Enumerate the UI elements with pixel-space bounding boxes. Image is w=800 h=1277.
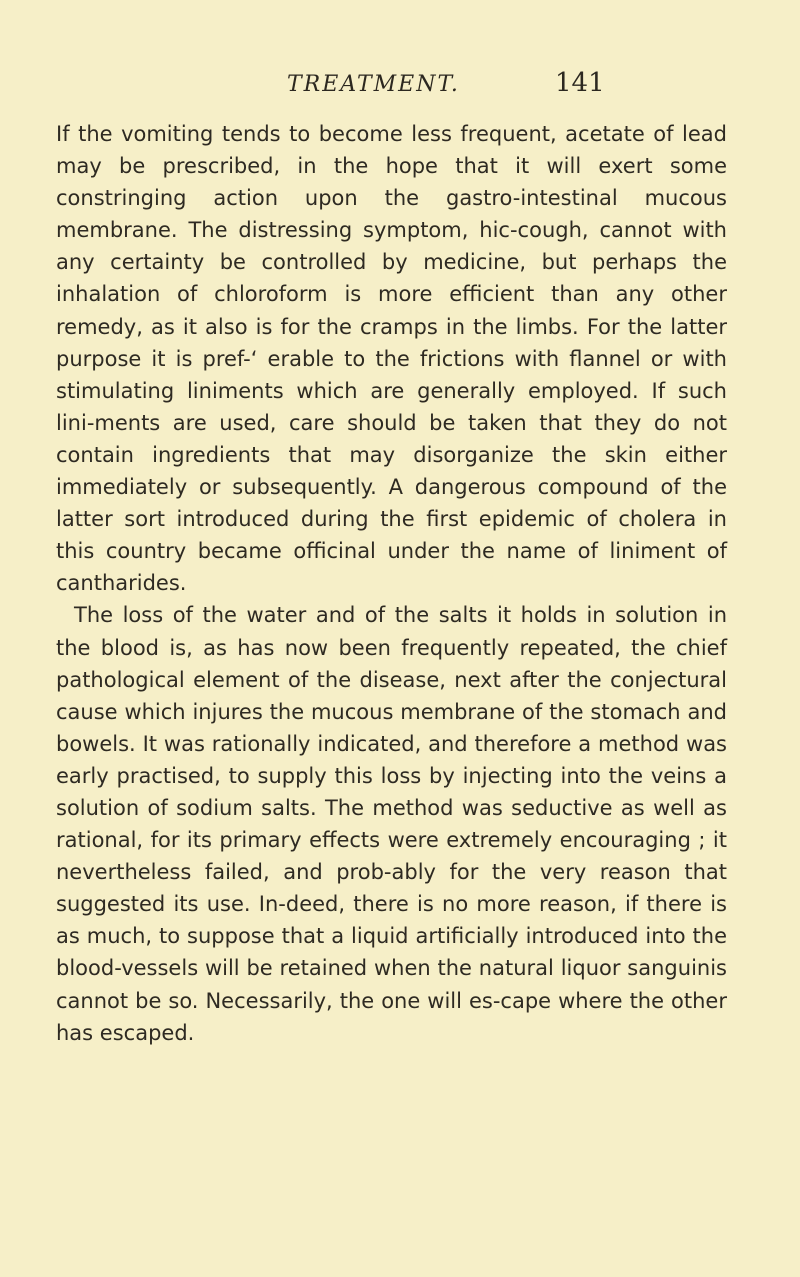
page-number: 141 (555, 68, 605, 98)
body-text (56, 118, 727, 1049)
page-header (0, 68, 800, 112)
paragraph-1: If the vomiting tends to become less frequent, acetate of lead may be prescribed, in the hope that it will exert some constringing action upon the gastro-intestinal mucous membrane. The distressing symptom, hic-cough, cannot with any certainty be controlled by medicine, but perhaps the inhalation of chloroform is more efficient than any other remedy, as it also is for the cramps in the limbs. For the latter purpose it is pref-‘ erable to the frictions with flannel or with stimulating liniments which are generally employed. If such lini-ments are used, care should be taken that they do not contain ingredients that may disorganize the skin either immediately or subsequently. A dangerous compound of the latter sort introduced during the first epidemic of cholera in this country became officinal under the name of liniment of cantharides. (56, 122, 727, 596)
running-head: TREATMENT. (287, 72, 460, 97)
paragraph-2: The loss of the water and of the salts it holds in solution in the blood is, as has now been frequently repeated, the chief pathological element of the disease, next after the conjectural cause which injures the mucous membrane of the stomach and bowels. It was rationally indicated, and therefore a method was early practised, to supply this loss by injecting into the veins a solution of sodium salts. The method was seductive as well as rational, for its primary effects were extremely encouraging ; it nevertheless failed, and prob-ably for the very reason that suggested its use. In-deed, there is no more reason, if there is as much, to suppose that a liquid artificially introduced into the blood-vessels will be retained when the natural liquor sanguinis cannot be so. Necessarily, the one will es-cape where the other has escaped. (56, 603, 727, 1045)
